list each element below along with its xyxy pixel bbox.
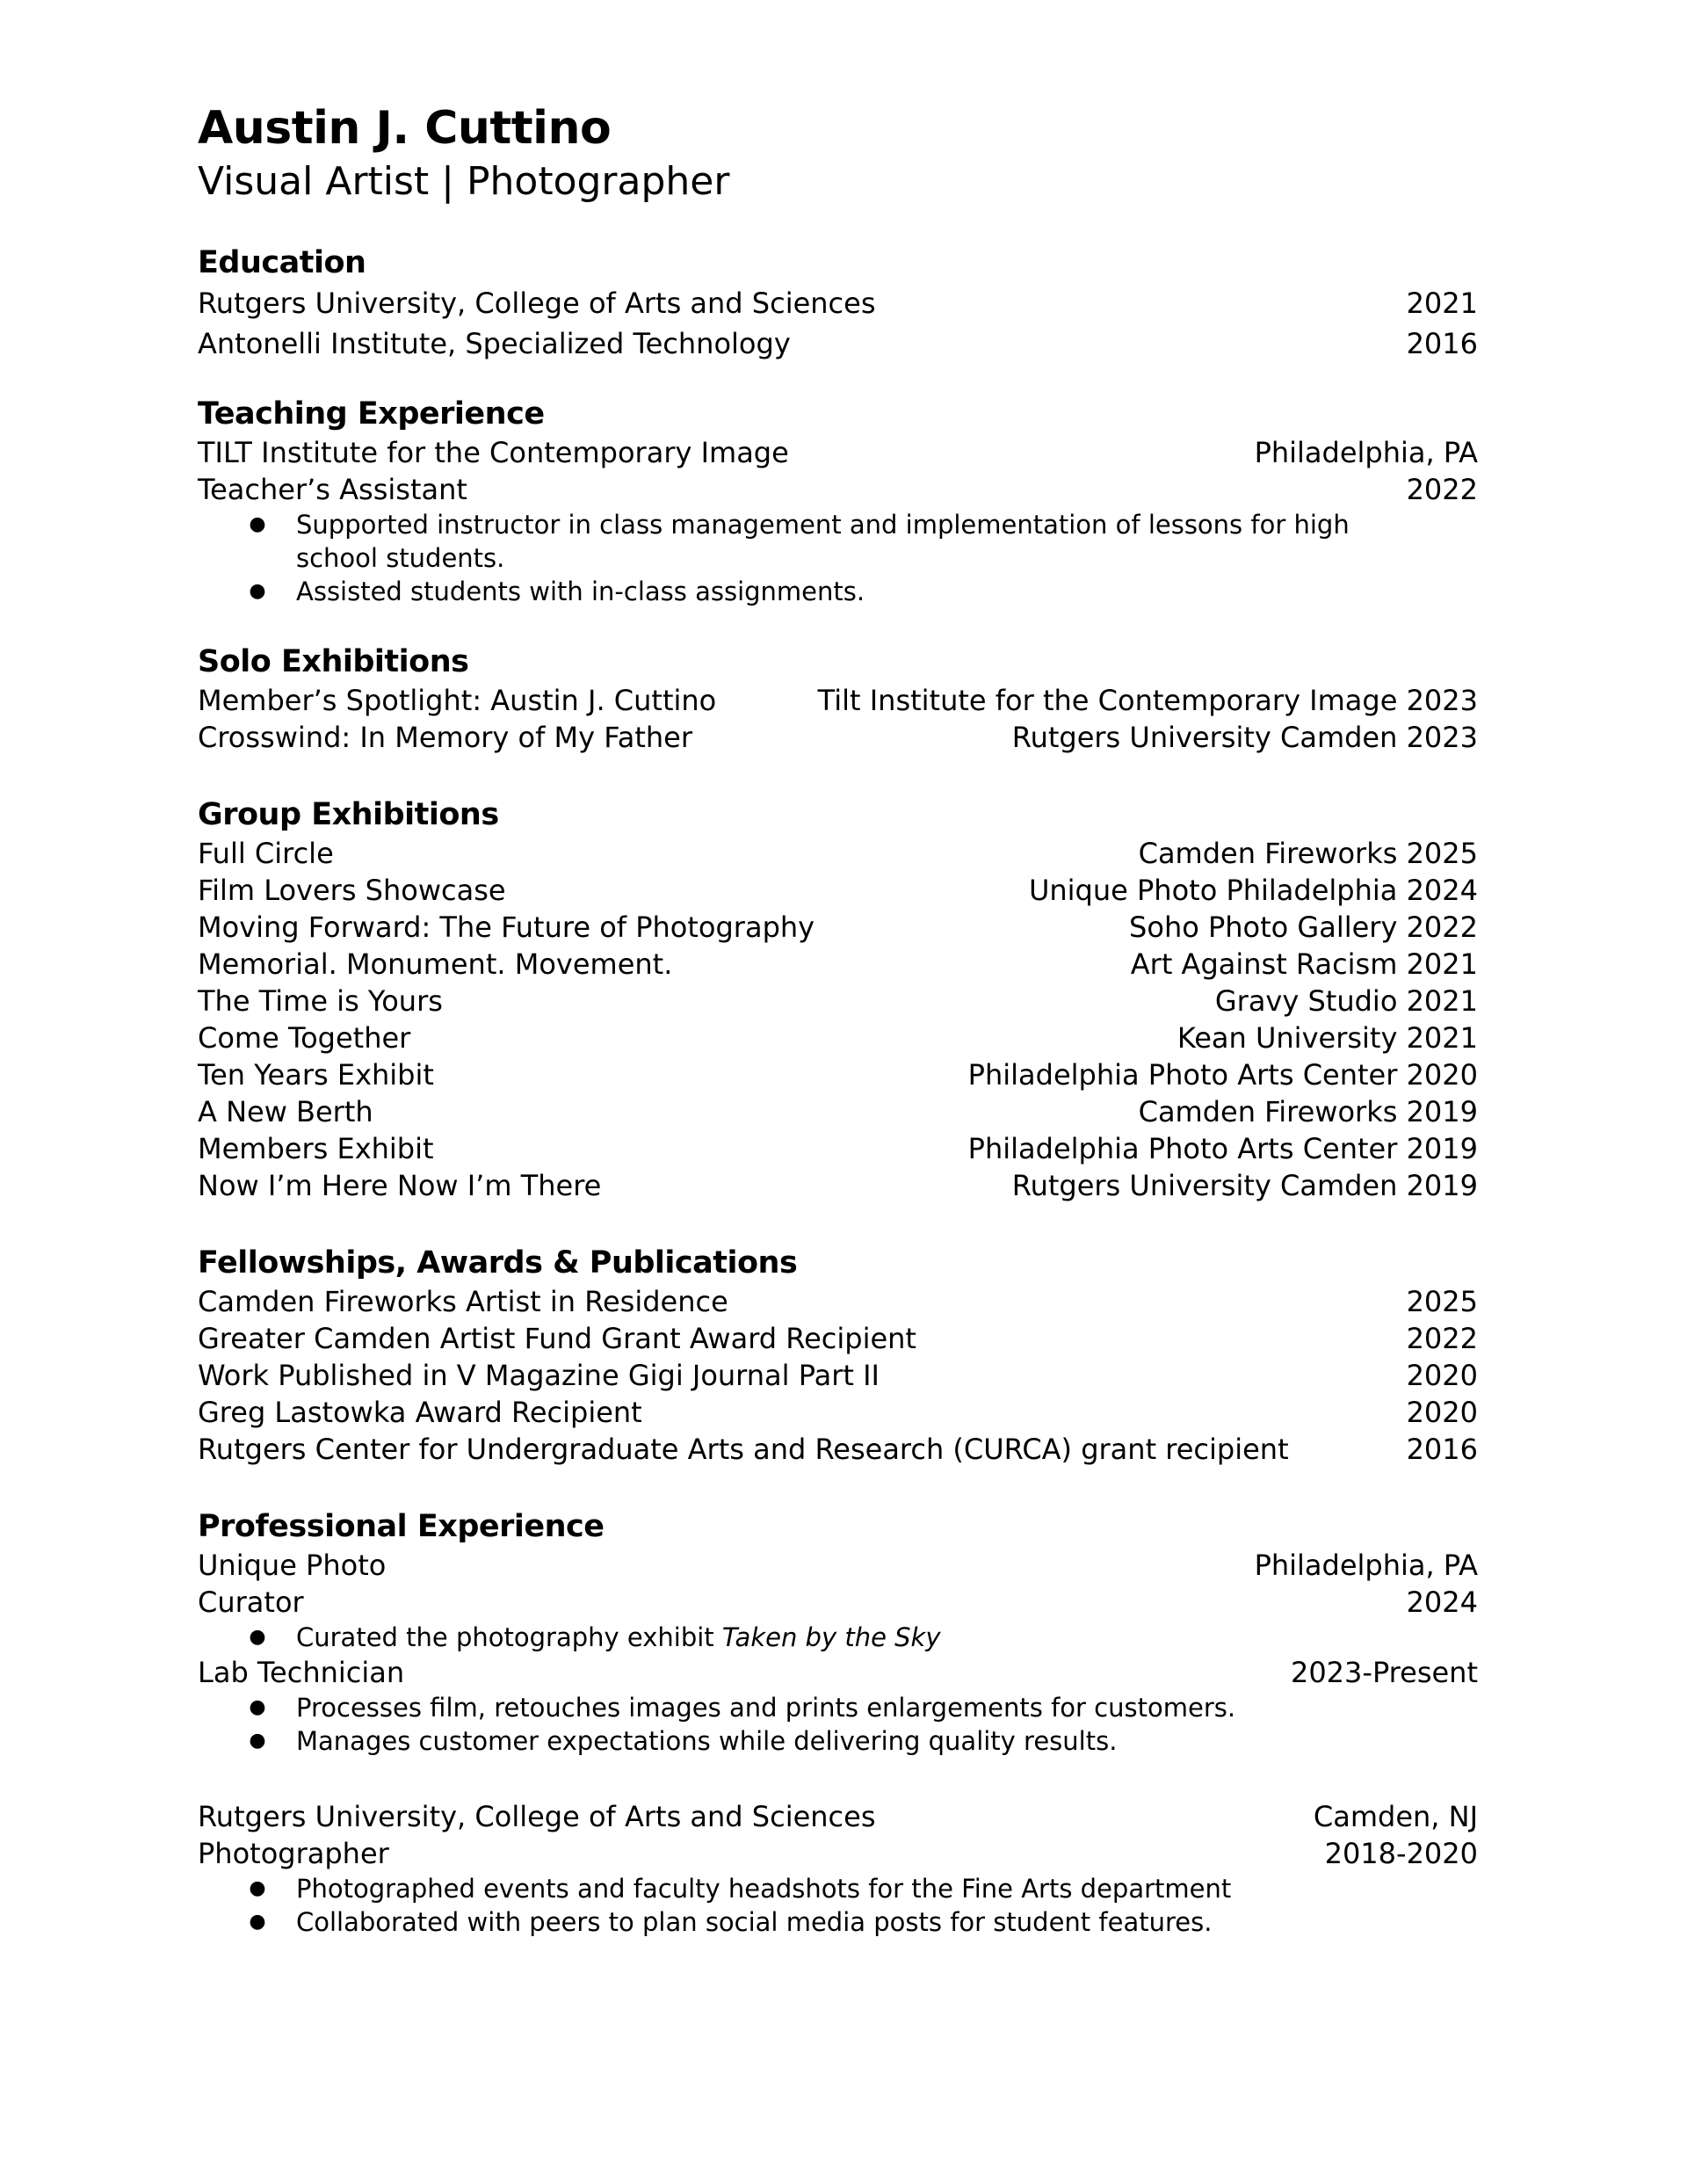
exhibition-title: Members Exhibit (198, 1132, 434, 1165)
group-row (198, 1056, 1478, 1093)
teaching-section (198, 394, 1478, 608)
teaching-role-row (198, 471, 1478, 508)
role-row (198, 1835, 1478, 1872)
bullet-text-prefix: Curated the photography exhibit (296, 1622, 722, 1652)
employer-location: Philadelphia, PA (1254, 1549, 1478, 1582)
lab-tech-bullets (198, 1691, 1478, 1758)
list-item (198, 1872, 1478, 1905)
award-row (198, 1431, 1478, 1468)
teaching-org-row (198, 434, 1478, 471)
group-section (198, 795, 1478, 1204)
bullet-icon: ● (249, 1877, 266, 1899)
exhibit-title: Taken by the Sky (721, 1622, 941, 1652)
resume-page (198, 97, 1478, 1939)
exhibition-title: Film Lovers Showcase (198, 874, 506, 907)
bullet-text: Supported instructor in class management and implementation of lessons for high school students. (296, 510, 1350, 573)
award-name: Greater Camden Artist Fund Grant Award Recipient (198, 1322, 916, 1355)
role-title: Photographer (198, 1837, 389, 1870)
role-title: Curator (198, 1585, 304, 1619)
exhibition-title: A New Berth (198, 1095, 373, 1128)
group-row (198, 1019, 1478, 1056)
bullet-text: Collaborated with peers to plan social media posts for student features. (296, 1907, 1213, 1937)
group-row (198, 909, 1478, 946)
bullet-text: Processes film, retouches images and prints enlargements for customers. (296, 1693, 1236, 1723)
exhibition-title: Moving Forward: The Future of Photography (198, 911, 815, 944)
bullet-icon: ● (249, 1911, 266, 1933)
exhibition-title: Crosswind: In Memory of My Father (198, 721, 693, 754)
bullet-icon: ● (249, 513, 266, 535)
award-row (198, 1320, 1478, 1357)
award-year: 2022 (1406, 1322, 1478, 1355)
list-item (198, 1905, 1478, 1939)
group-row (198, 1093, 1478, 1130)
exhibition-title: Ten Years Exhibit (198, 1058, 434, 1092)
award-year: 2020 (1406, 1396, 1478, 1429)
bullet-icon: ● (249, 1626, 266, 1648)
exhibition-title: Now I’m Here Now I’m There (198, 1169, 602, 1202)
bullet-icon: ● (249, 1696, 266, 1718)
group-title: Group Exhibitions (198, 797, 499, 832)
group-row (198, 1167, 1478, 1204)
exhibition-venue-year: Kean University 2021 (1177, 1021, 1478, 1055)
exhibition-venue-year: Camden Fireworks 2019 (1138, 1095, 1478, 1128)
exhibition-venue-year: Soho Photo Gallery 2022 (1129, 911, 1478, 944)
education-row (198, 323, 1478, 364)
list-item (198, 1621, 1478, 1654)
exhibition-title: Member’s Spotlight: Austin J. Cuttino (198, 684, 717, 717)
list-item (198, 1724, 1478, 1758)
solo-row (198, 719, 1478, 756)
exhibition-venue-year: Tilt Institute for the Contemporary Image 2023 (817, 684, 1478, 717)
group-row (198, 946, 1478, 983)
award-year: 2020 (1406, 1359, 1478, 1392)
teaching-role: Teacher’s Assistant (198, 473, 467, 506)
exhibition-title: Come Together (198, 1021, 411, 1055)
employer-row (198, 1547, 1478, 1584)
bullet-text: Photographed events and faculty headshots for the Fine Arts department (296, 1874, 1232, 1904)
role-year: 2018-2020 (1324, 1837, 1478, 1870)
role-year: 2024 (1406, 1585, 1478, 1619)
exhibition-title: Memorial. Monument. Movement. (198, 947, 673, 981)
bullet-icon: ● (249, 1730, 266, 1752)
exhibition-venue-year: Philadelphia Photo Arts Center 2020 (967, 1058, 1478, 1092)
exhibition-venue-year: Rutgers University Camden 2023 (1011, 721, 1478, 754)
award-name: Greg Lastowka Award Recipient (198, 1396, 642, 1429)
role-year: 2023-Present (1290, 1656, 1478, 1689)
role-row (198, 1584, 1478, 1621)
professional-title: Professional Experience (198, 1509, 605, 1544)
curator-bullets (198, 1621, 1478, 1654)
professional-section (198, 1506, 1478, 1939)
exhibition-venue-year: Gravy Studio 2021 (1214, 984, 1478, 1018)
group-row (198, 1130, 1478, 1167)
solo-title: Solo Exhibitions (198, 644, 469, 679)
award-year: 2025 (1406, 1285, 1478, 1318)
education-row (198, 283, 1478, 323)
solo-section (198, 642, 1478, 756)
award-name: Rutgers Center for Undergraduate Arts and Research (CURCA) grant recipient (198, 1433, 1289, 1466)
education-year: 2021 (1406, 287, 1478, 320)
education-school: Rutgers University, College of Arts and Sciences (198, 287, 876, 320)
bullet-icon: ● (249, 580, 266, 602)
award-year: 2016 (1406, 1433, 1478, 1466)
exhibition-venue-year: Camden Fireworks 2025 (1138, 837, 1478, 870)
group-row (198, 835, 1478, 872)
education-school: Antonelli Institute, Specialized Technology (198, 327, 791, 360)
teaching-title: Teaching Experience (198, 396, 545, 432)
award-name: Work Published in V Magazine Gigi Journal Part II (198, 1359, 880, 1392)
solo-row (198, 682, 1478, 719)
employer-name: Unique Photo (198, 1549, 387, 1582)
exhibition-venue-year: Rutgers University Camden 2019 (1011, 1169, 1478, 1202)
teaching-org: TILT Institute for the Contemporary Image (198, 436, 789, 469)
list-item (198, 575, 1478, 608)
award-name: Camden Fireworks Artist in Residence (198, 1285, 728, 1318)
list-item (198, 1691, 1478, 1724)
group-row (198, 983, 1478, 1019)
education-title: Education (198, 245, 366, 280)
role-title: Lab Technician (198, 1656, 405, 1689)
tagline: Visual Artist | Photographer (198, 159, 730, 204)
exhibition-venue-year: Art Against Racism 2021 (1130, 947, 1478, 981)
list-item (198, 508, 1478, 575)
award-row (198, 1357, 1478, 1394)
education-section (198, 243, 1478, 364)
teaching-location: Philadelphia, PA (1254, 436, 1478, 469)
education-year: 2016 (1406, 327, 1478, 360)
group-row (198, 872, 1478, 909)
exhibition-venue-year: Unique Photo Philadelphia 2024 (1028, 874, 1478, 907)
awards-section (198, 1243, 1478, 1468)
exhibition-title: The Time is Yours (198, 984, 443, 1018)
bullet-text: Manages customer expectations while delivering quality results. (296, 1726, 1118, 1756)
teaching-bullets (198, 508, 1478, 608)
employer-location: Camden, NJ (1313, 1800, 1478, 1833)
exhibition-title: Full Circle (198, 837, 334, 870)
teaching-year: 2022 (1406, 473, 1478, 506)
award-row (198, 1394, 1478, 1431)
bullet-text: Assisted students with in-class assignments. (296, 577, 865, 606)
photographer-bullets (198, 1872, 1478, 1939)
awards-title: Fellowships, Awards & Publications (198, 1245, 798, 1281)
role-row (198, 1654, 1478, 1691)
bullet-text (296, 1621, 1421, 1654)
exhibition-venue-year: Philadelphia Photo Arts Center 2019 (967, 1132, 1478, 1165)
award-row (198, 1283, 1478, 1320)
name-heading: Austin J. Cuttino (198, 102, 612, 155)
employer-row (198, 1798, 1478, 1835)
employer-name: Rutgers University, College of Arts and Sciences (198, 1800, 876, 1833)
